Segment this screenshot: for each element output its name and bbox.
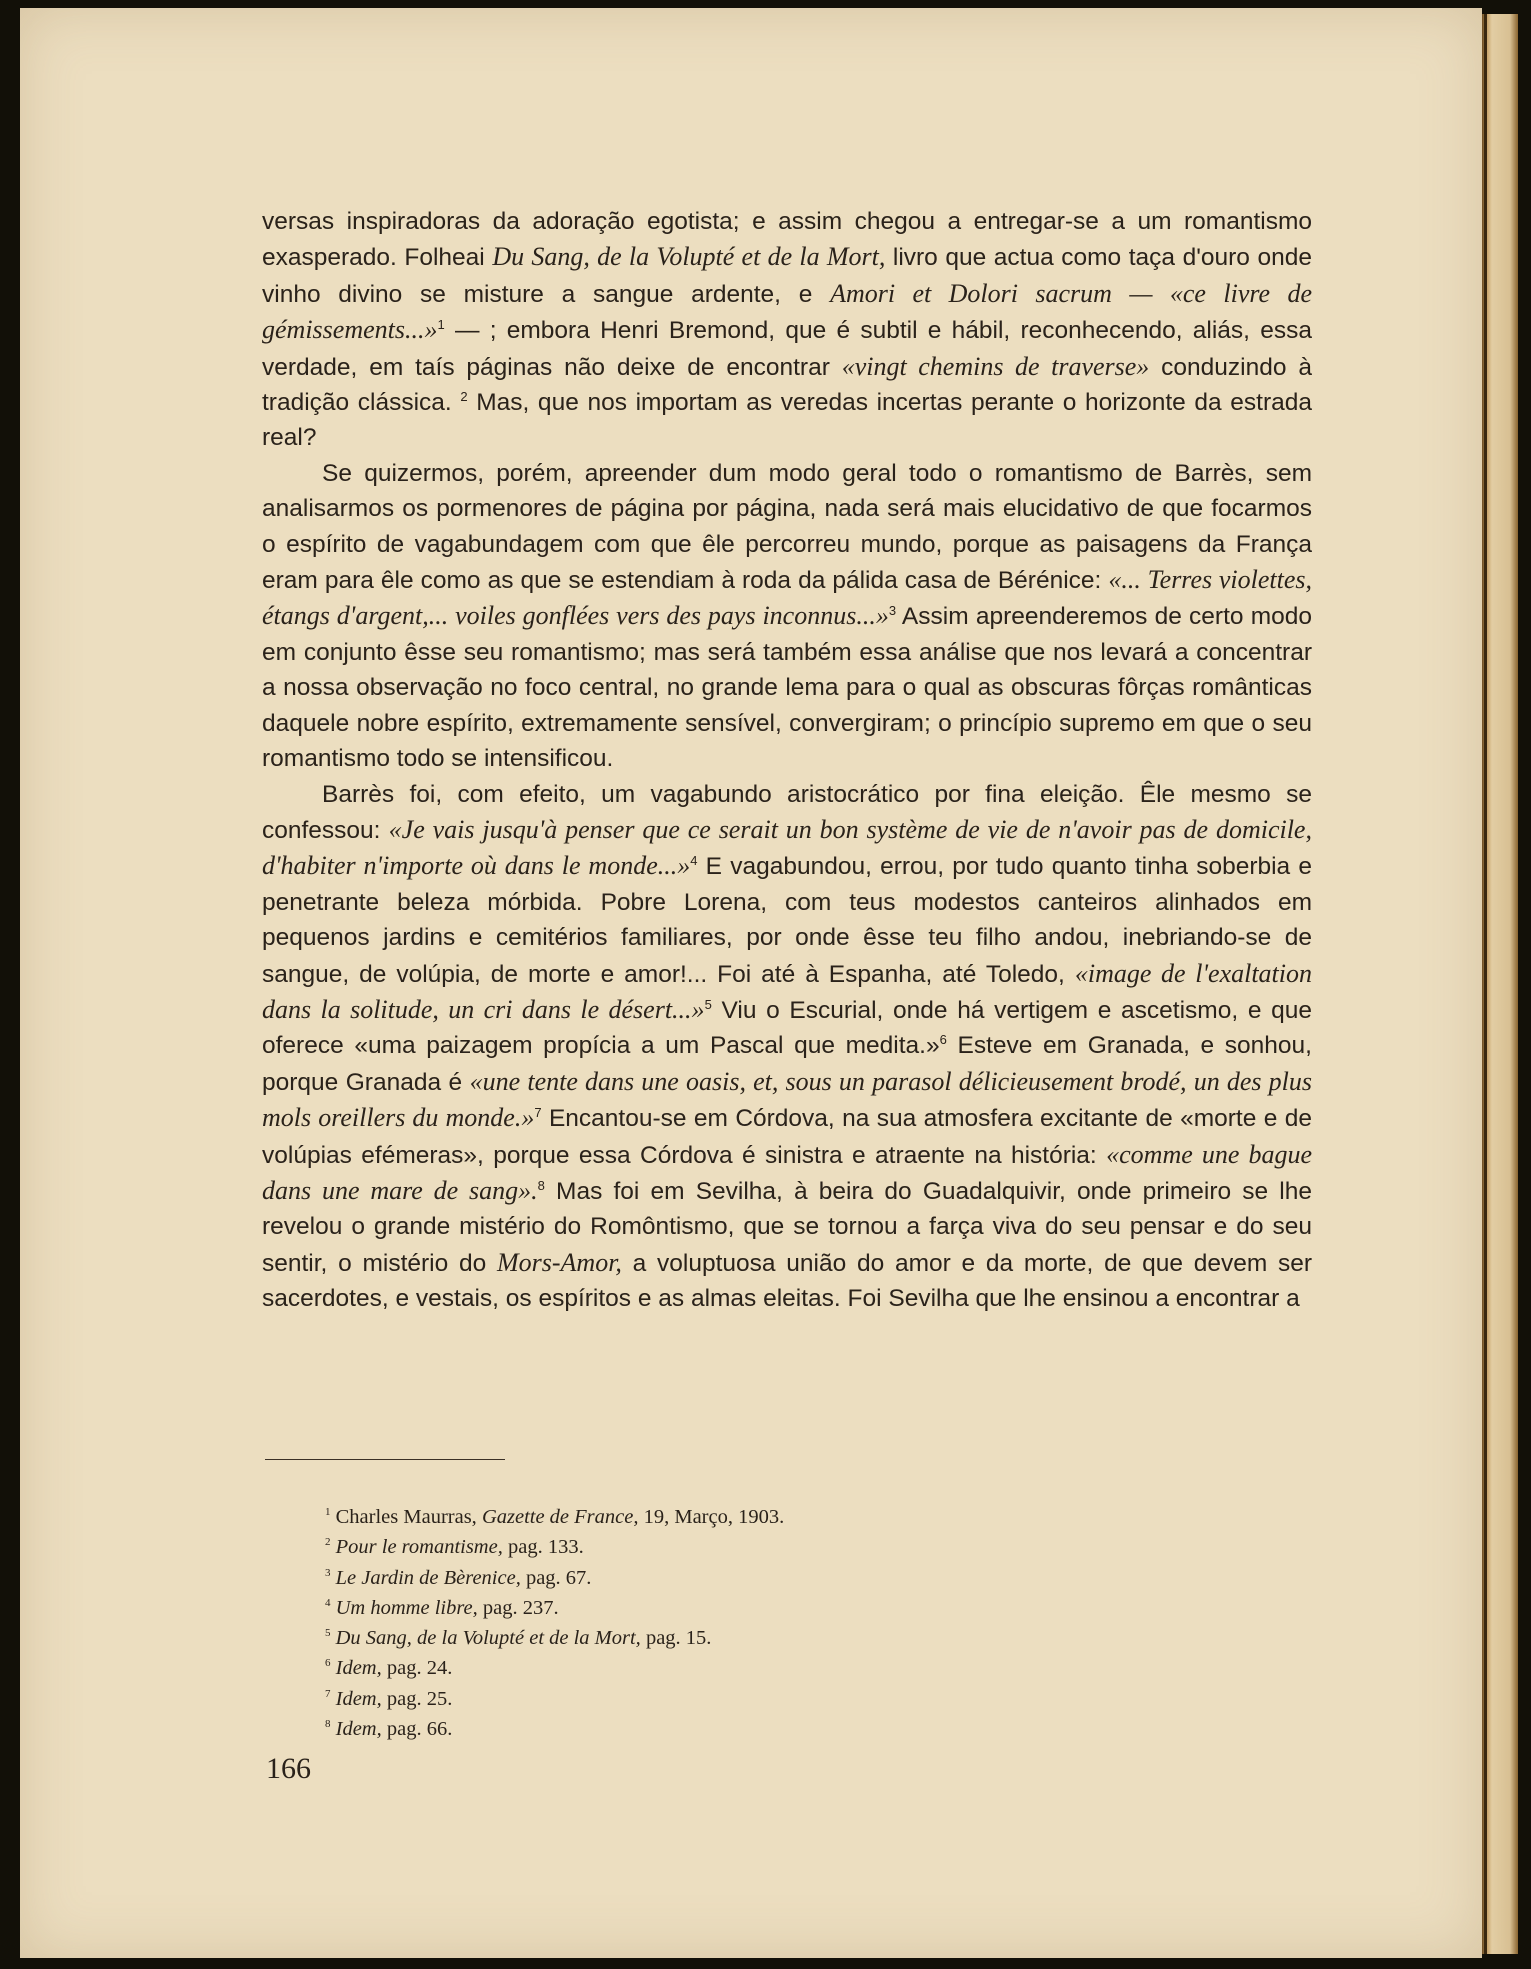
paragraph (262, 777, 1312, 1317)
text-run: Assim apreenderemos de certo modo em conjunto êsse seu romantismo; mas será também essa análise que nos levará a concentrar a nossa observação no foco central, no grande lema para o qual as obscuras fôrças românticas daquele nobre espírito, extremamente sensível, convergiram; o princípio supremo em que o seu romantismo todo se intensificou. (262, 603, 1312, 773)
text-run: E vagabundou, errou, por tudo quanto tinha soberbia e penetrante beleza mórbida. Pobre Lorena, com teus modestos canteiros alinhados em pequenos jardins e cemitérios familiares, por onde êsse teu filho andou, inebriando-se de sangue, de volúpia, de morte e amor!... Foi até à Espanha, até Toledo, (262, 853, 1312, 988)
italic-quote: «... Terres violettes, étangs d'argent,... voiles gonflées vers des pays inconnus...» (262, 565, 1312, 631)
italic-quote: «Je vais jusqu'à penser que ce serait un bon système de vie de n'avoir pas de domicile, d'habiter n'importe où dans le monde...» (262, 814, 1312, 881)
footnote-ref: 4 (690, 853, 698, 869)
italic-quote: Du Sang, de la Volupté et de la Mort, (492, 242, 886, 272)
footnote: $^4$ Um homme libre, pag. 237. (325, 1596, 559, 1619)
text-run: Esteve em Granada, e sonhou, porque Granada é (262, 1032, 1312, 1096)
footnote-ref: 1 (437, 317, 445, 333)
text-run: Mas foi em Sevilha, à beira do Guadalquivir, onde primeiro se lhe revelou o grande mistério do Romôntismo, que se tornou a farça viva do seu pensar e do seu sentir, o mistério do (262, 1177, 1312, 1277)
italic-quote: «une tente dans une oasis, et, sous un parasol délicieusement brodé, un des plus mols oreillers du monde.» (262, 1066, 1313, 1133)
footnote: $^1$ Charles Maurras, Gazette de France, 19, Março, 1903. (325, 1506, 785, 1528)
footnote: $^8$ Idem, pag. 66. (325, 1718, 453, 1741)
text-run: livro que actua como taça d'ouro onde vinho divino se misture a sangue ardente, e (262, 244, 1312, 308)
footnote: $^6$ Idem, pag. 24. (325, 1657, 453, 1680)
paragraph (262, 456, 1312, 777)
footnote-ref: 8 (537, 1177, 545, 1193)
footnote: $^2$ Pour le romantisme, pag. 133. (325, 1536, 584, 1559)
page-edge (1482, 14, 1518, 1954)
text-run: Viu o Escurial, onde há vertigem e ascetismo, e que oferece «uma paizagem propícia a um Pascal que medita.» (262, 996, 1313, 1060)
italic-quote: Amori et Dolori sacrum — «ce livre de gémissements...» (262, 278, 1313, 345)
paragraph (262, 204, 1312, 456)
body-text (262, 204, 1312, 1317)
text-run: — ; embora Henri Bremond, que é subtil e hábil, reconhecendo, aliás, essa verdade, em taís páginas não deixe de encontrar (262, 317, 1312, 381)
text-run: Se quizermos, porém, apreender dum modo geral todo o romantismo de Barrès, sem analisarmos os pormenores de página por página, nada será mais elucidativo de que focarmos o espírito de vagabundagem com que êle percorreu mundo, porque as paisagens da França eram para êle como as que se estendiam à roda da pálida casa de Bérénice: (262, 459, 1312, 595)
footnote-ref: 3 (888, 603, 897, 619)
text-run: conduzindo à tradição clássica. (262, 353, 1312, 417)
footnote: $^5$ Du Sang, de la Volupté et de la Mort, pag. 15. (325, 1627, 712, 1650)
footnotes (325, 1502, 1025, 1744)
italic-quote: «image de l'exaltation dans la solitude, un cri dans le désert...» (262, 958, 1312, 1024)
text-run: Mas, que nos importam as veredas incertas perante o horizonte da estrada real? (262, 389, 1312, 452)
footnote: $^3$ Le Jardin de Bèrenice, pag. 67. (325, 1566, 592, 1589)
footnote: $^7$ Idem, pag. 25. (325, 1687, 453, 1710)
footnote-ref: 7 (534, 1105, 542, 1120)
italic-quote: «comme une bague dans une mare de sang». (262, 1139, 1312, 1205)
footnote-divider (265, 1459, 505, 1460)
page-number: 166 (266, 1752, 311, 1785)
text-run: Barrès foi, com efeito, um vagabundo aristocrático por fina eleição. Êle mesmo se confessou: (262, 780, 1312, 844)
footnote-ref: 6 (939, 1032, 947, 1048)
text-run: Encantou-se em Córdova, na sua atmosfera excitante de «morte e de volúpias efémeras», porque essa Córdova é sinistra e atraente na história: (262, 1105, 1312, 1169)
footnote-ref: 5 (704, 996, 712, 1012)
text-run: versas inspiradoras da adoração egotista; e assim chegou a entregar-se a um romantismo exasperado. Folheai (262, 208, 1312, 272)
italic-quote: «vingt chemins de traverse» (841, 351, 1150, 381)
text-run: a voluptuosa união do amor e da morte, de que devem ser sacerdotes, e vestais, os espíritos e as almas eleitas. Foi Sevilha que lhe ensinou a encontrar a (262, 1249, 1313, 1313)
italic-quote: Mors-Amor, (496, 1247, 622, 1277)
footnote-ref: 2 (460, 388, 468, 404)
